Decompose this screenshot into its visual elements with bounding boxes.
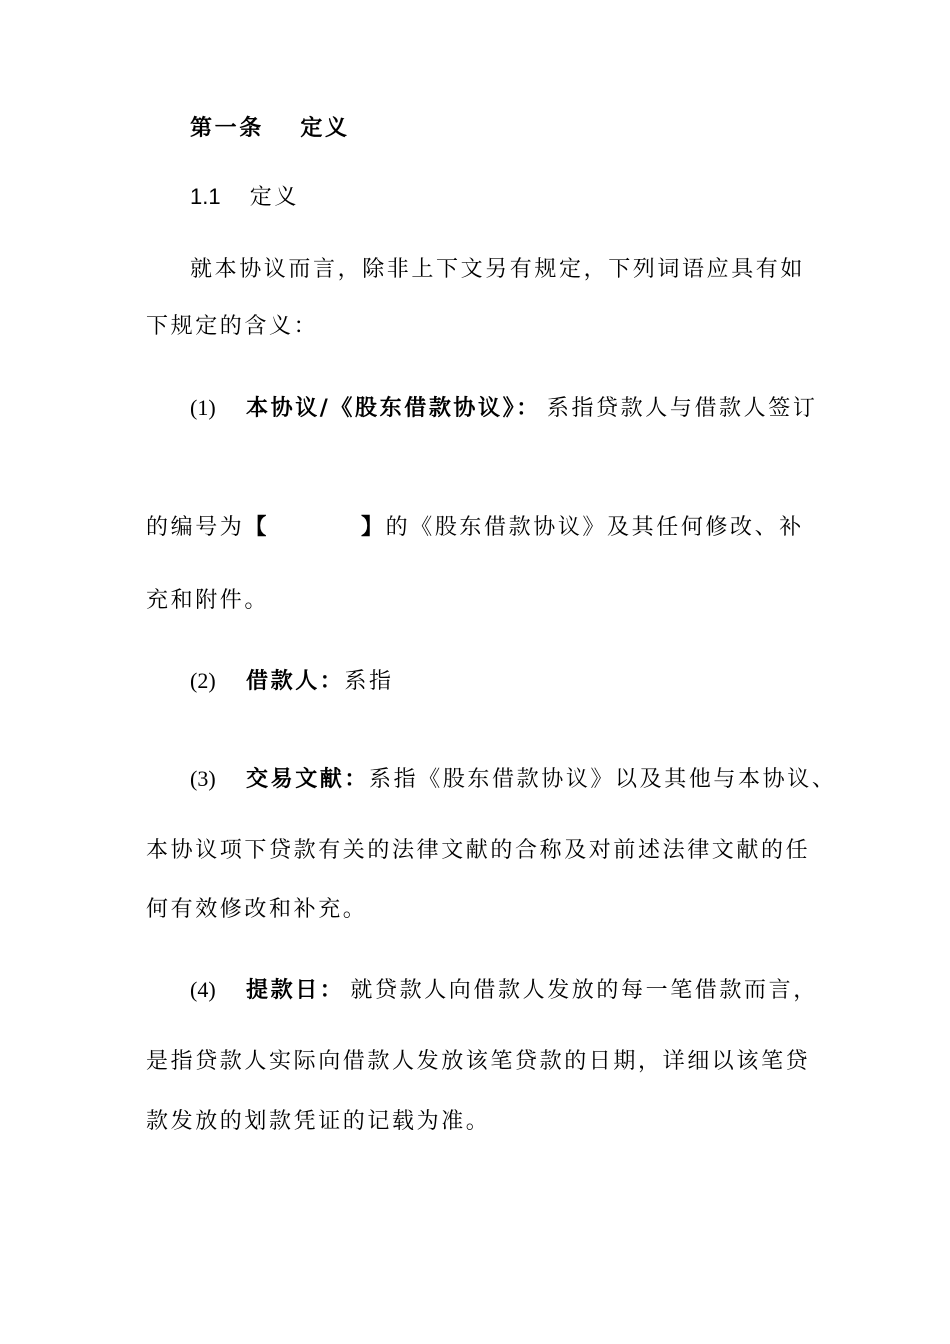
definition-item-1 xyxy=(190,393,817,424)
definition-item-3 xyxy=(190,764,836,795)
article-title: 定义 xyxy=(300,116,350,141)
item-text: 系指贷款人与借款人签订 xyxy=(546,396,818,421)
item-text: 就贷款人向借款人发放的每一笔借款而言， xyxy=(350,978,818,1003)
intro-line-1: 就本协议而言，除非上下文另有规定，下列词语应具有如 xyxy=(190,257,806,282)
definition-item-1-line-3: 充和附件。 xyxy=(146,588,270,613)
item-term: 交易文献： xyxy=(246,767,370,792)
item-text: 系指《股东借款协议》以及其他与本协议、 xyxy=(369,767,837,792)
section-number: 1.1 xyxy=(190,184,221,209)
definition-item-4 xyxy=(190,975,818,1006)
item-text: 系指 xyxy=(344,669,394,694)
definition-item-1-line-2 xyxy=(146,513,804,543)
item-term: 提款日： xyxy=(246,978,345,1003)
item-number: (3) xyxy=(190,766,216,791)
intro-line-2: 下规定的含义： xyxy=(146,314,319,339)
bracket-open: 【 xyxy=(244,515,270,540)
article-heading xyxy=(190,114,350,144)
section-title: 定义 xyxy=(249,185,299,210)
definition-item-3-line-2: 本协议项下贷款有关的法律文献的合称及对前述法律文献的任 xyxy=(146,838,811,863)
item-number: (2) xyxy=(190,668,216,693)
item-number: (1) xyxy=(190,395,216,420)
item-term: 借款人： xyxy=(246,669,345,694)
definition-item-4-line-3: 款发放的划款凭证的记载为准。 xyxy=(146,1109,491,1134)
section-heading xyxy=(190,182,299,213)
definition-item-4-line-2: 是指贷款人实际向借款人发放该笔贷款的日期，详细以该笔贷 xyxy=(146,1049,811,1074)
definition-item-3-line-3: 何有效修改和补充。 xyxy=(146,897,368,922)
definition-item-2 xyxy=(190,666,394,697)
bracket-close: 】 xyxy=(361,515,386,540)
item-text: 的编号为 xyxy=(146,515,245,540)
item-text: 的《股东借款协议》及其任何修改、补 xyxy=(385,515,804,540)
article-number: 第一条 xyxy=(190,116,264,141)
item-term: 本协议/《股东借款协议》： xyxy=(246,396,541,421)
item-number: (4) xyxy=(190,977,216,1002)
